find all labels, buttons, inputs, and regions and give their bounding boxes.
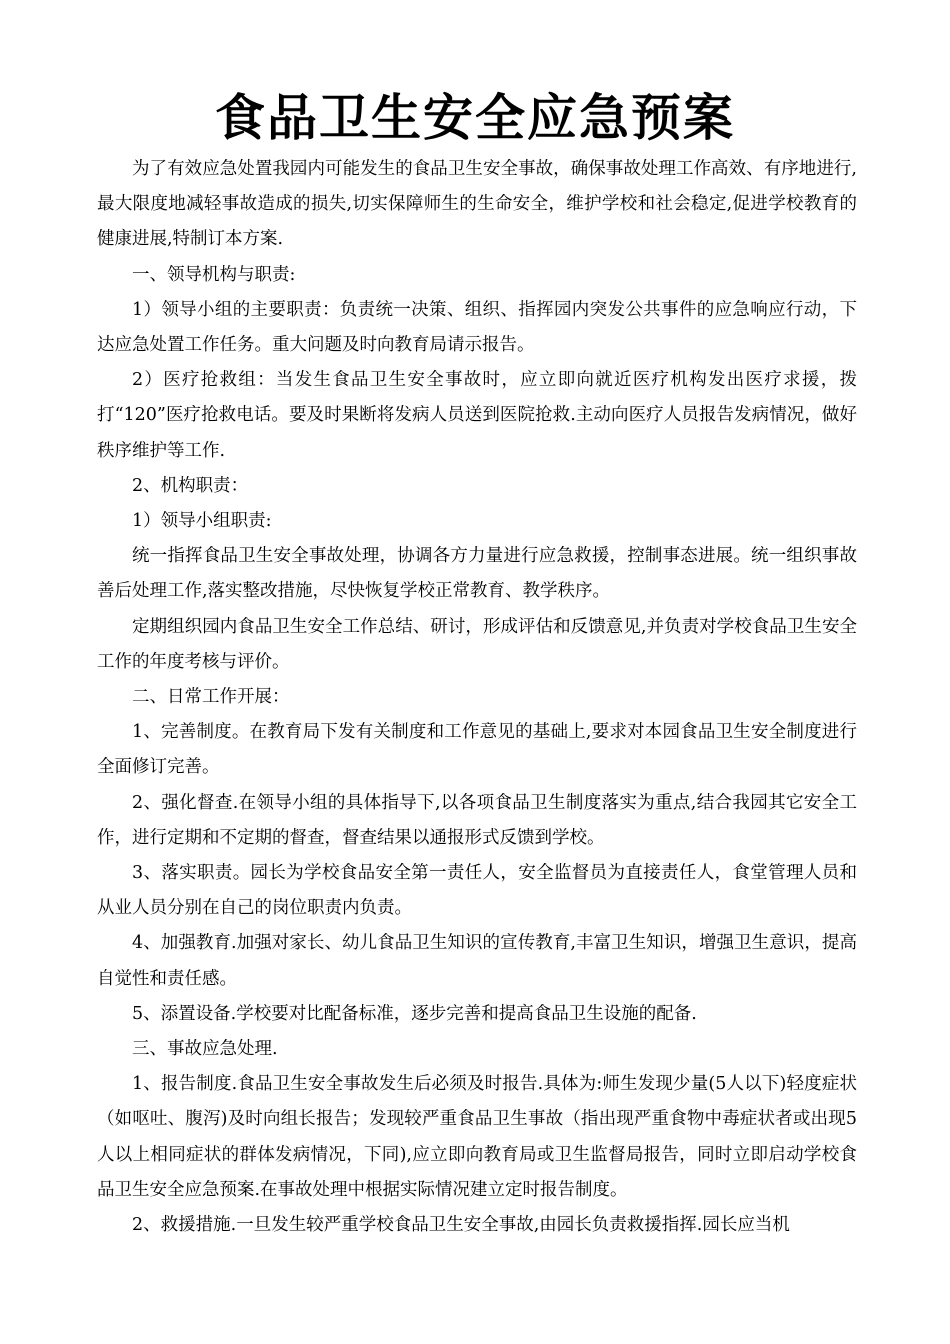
paragraph: 2、救援措施.一旦发生较严重学校食品卫生安全事故,由园长负责救援指挥.园长应当机 <box>132 1215 790 1236</box>
paragraph: 2）医疗抢救组：当发生食品卫生安全事故时，应立即向就近医疗机构发出医疗求援，拨打“120”医疗抢救电话。要及时果断将发病人员送到医院抢救.主动向医疗人员报告发病情况，做好秩序维护等工作. <box>97 370 857 461</box>
section-heading-daily-work: 二、日常工作开展： <box>132 687 290 708</box>
paragraph: 定期组织园内食品卫生安全工作总结、研讨，形成评估和反馈意见,并负责对学校食品卫生安全工作的年度考核与评价。 <box>97 616 857 672</box>
paragraph: 1、报告制度.食品卫生安全事故发生后必须及时报告.具体为:师生发现少量(5人以下)轻度症状（如呕吐、腹泻)及时向组长报告；发现较严重食品卫生事故（指出现严重食物中毒症状者或出现5人以上相同症状的群体发病情况，下同),应立即向教育局或卫生监督局报告，同时立即启动学校食品卫生安全应急预案.在事故处理中根据实际情况建立定时报告制度。 <box>97 1074 857 1200</box>
document-body <box>97 152 857 1243</box>
subheading-leadership-duties: 1）领导小组职责: <box>132 511 272 532</box>
section-heading-leadership: 一、领导机构与职责: <box>132 264 296 285</box>
paragraph: 5、添置设备.学校要对比配备标准，逐步完善和提高食品卫生设施的配备. <box>132 1003 697 1024</box>
paragraph-intro: 为了有效应急处置我园内可能发生的食品卫生安全事故，确保事故处理工作高效、有序地进行,最大限度地减轻事故造成的损失,切实保障师生的生命安全，维护学校和社会稳定,促进学校教育的健康进展,特制订本方案. <box>97 159 857 250</box>
section-heading-emergency: 三、事故应急处理. <box>132 1039 278 1060</box>
paragraph: 1）领导小组的主要职责：负责统一决策、组织、指挥园内突发公共事件的应急响应行动，下达应急处置工作任务。重大问题及时向教育局请示报告。 <box>97 299 857 356</box>
paragraph: 4、加强教育.加强对家长、幼儿食品卫生知识的宣传教育,丰富卫生知识，增强卫生意识，提高自觉性和责任感。 <box>97 933 857 989</box>
paragraph: 2、强化督查.在领导小组的具体指导下,以各项食品卫生制度落实为重点,结合我园其它安全工作，进行定期和不定期的督查，督查结果以通报形式反馈到学校。 <box>97 792 857 848</box>
paragraph: 1、完善制度。在教育局下发有关制度和工作意见的基础上,要求对本园食品卫生安全制度进行全面修订完善。 <box>97 722 857 778</box>
paragraph: 3、落实职责。园长为学校食品安全第一责任人，安全监督员为直接责任人，食堂管理人员和从业人员分别在自己的岗位职责内负责。 <box>97 863 857 919</box>
subheading-duties: 2、机构职责： <box>132 475 249 496</box>
paragraph: 统一指挥食品卫生安全事故处理，协调各方力量进行应急救援，控制事态进展。统一组织事故善后处理工作,落实整改措施，尽快恢复学校正常教育、教学秩序。 <box>97 546 857 602</box>
document-title: 食品卫生安全应急预案 <box>215 89 735 147</box>
